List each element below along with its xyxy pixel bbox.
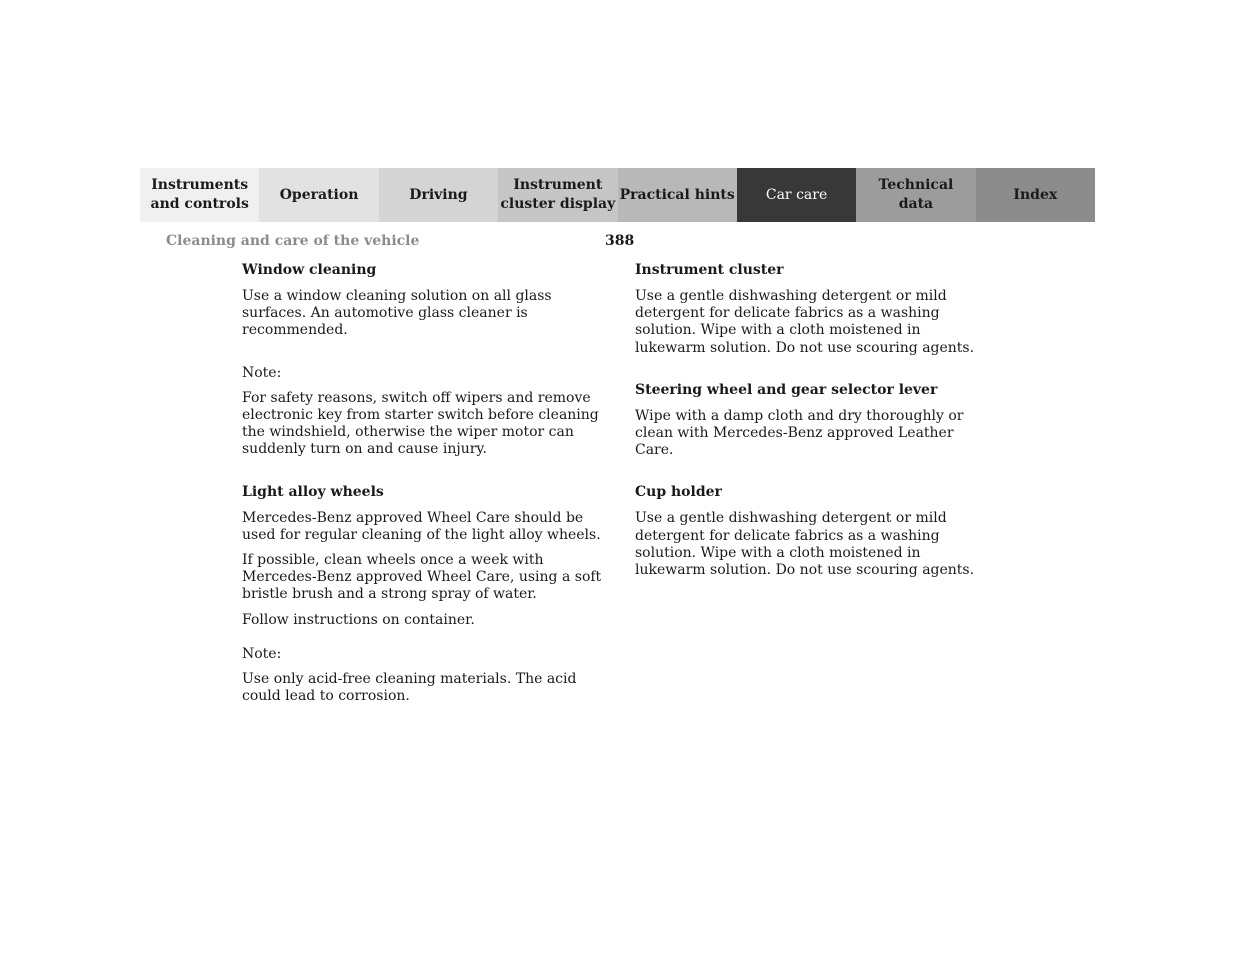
tab-practical-hints[interactable] [618, 168, 737, 222]
tab-instrument-cluster-display[interactable] [498, 168, 617, 222]
note-text: Use only acid-free cleaning materials. The acid could lead to corrosion. [242, 671, 577, 705]
tab-car-care[interactable] [737, 168, 856, 222]
tab-label: Driving [409, 186, 468, 203]
cup-holder-heading: Cup holder [635, 484, 722, 501]
page-number: 388 [605, 233, 635, 249]
tab-label: Operation [279, 186, 359, 203]
note-text: For safety reasons, switch off wipers and remove electronic key from starter switch before cleaning the windshield, otherwise the wiper motor can suddenly turn on and cause injury. [242, 389, 599, 458]
wheels-paragraph: Mercedes-Benz approved Wheel Care should be used for regular cleaning of the light alloy wheels. [242, 509, 601, 543]
tab-driving[interactable] [379, 168, 498, 222]
steering-wheel-heading: Steering wheel and gear selector lever [635, 381, 938, 398]
window-cleaning-heading: Window cleaning [242, 262, 377, 278]
tab-label: Technical data [878, 177, 954, 212]
tab-label: Index [1013, 186, 1058, 203]
right-column [635, 262, 995, 587]
note-label: Note: [242, 645, 282, 662]
tab-operation[interactable] [259, 168, 378, 222]
wheels-paragraph: Follow instructions on container. [242, 611, 475, 628]
tab-index[interactable] [976, 168, 1095, 222]
steering-wheel-text: Wipe with a damp cloth and dry thoroughly or clean with Mercedes-Benz approved Leather Care. [635, 407, 964, 459]
cup-holder-text: Use a gentle dishwashing detergent or mild detergent for delicate fabrics as a washing solution. Wipe with a cloth moistened in lukewarm solution. Do not use scouring agents. [635, 510, 975, 579]
tab-label: Instrument cluster display [500, 177, 616, 212]
tab-technical-data[interactable] [856, 168, 975, 222]
light-alloy-wheels-heading: Light alloy wheels [242, 483, 384, 500]
tab-label: Practical hints [619, 186, 735, 203]
left-column [242, 262, 602, 713]
tab-instruments-and-controls[interactable] [140, 168, 259, 222]
tab-label: Car care [765, 186, 828, 203]
instrument-cluster-heading: Instrument cluster [635, 262, 784, 278]
window-cleaning-text: Use a window cleaning solution on all glass surfaces. An automotive glass cleaner is recommended. [242, 288, 552, 339]
tab-label: Instruments and controls [150, 177, 249, 212]
chapter-tab-bar [140, 168, 1095, 222]
note-label: Note: [242, 364, 282, 381]
instrument-cluster-text: Use a gentle dishwashing detergent or mild detergent for delicate fabrics as a washing solution. Wipe with a cloth moistened in lukewarm solution. Do not use scouring agents. [635, 288, 975, 356]
wheels-paragraph: If possible, clean wheels once a week with Mercedes-Benz approved Wheel Care, using a soft bristle brush and a strong spray of water. [242, 552, 602, 603]
section-title: Cleaning and care of the vehicle [166, 233, 420, 249]
